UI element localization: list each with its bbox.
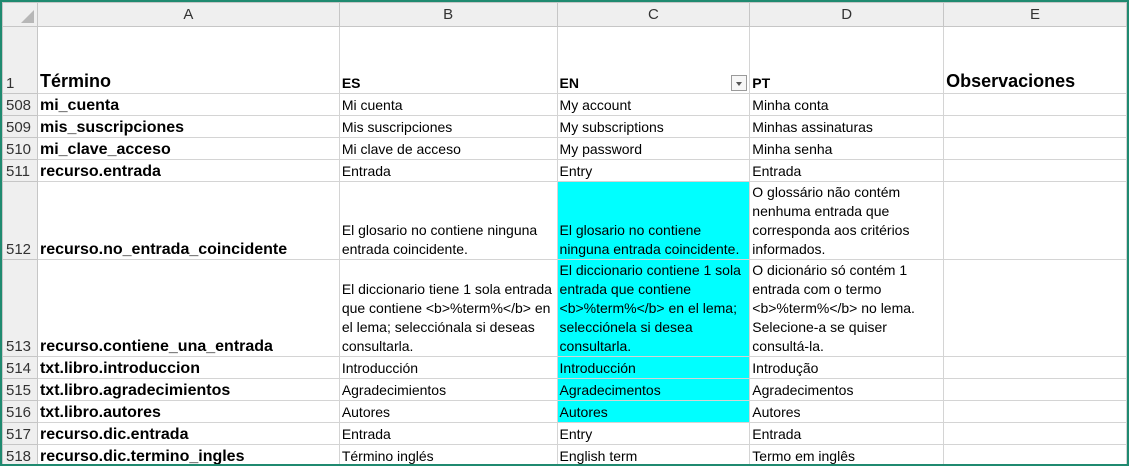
cell-observaciones[interactable] (944, 116, 1127, 138)
row-number[interactable]: 513 (3, 260, 38, 357)
header-observaciones[interactable]: Observaciones (944, 27, 1127, 94)
cell-pt-text: Agradecimentos (752, 382, 854, 398)
row-number[interactable]: 1 (3, 27, 38, 94)
column-header-c[interactable]: C (557, 3, 750, 27)
cell-en[interactable]: El glosario no contiene ninguna entrada coincidente. (557, 182, 750, 260)
cell-pt[interactable]: O dicionário só contém 1 entrada com o termo <b>%term%</b> no lema. Selecione-a se quiser consultá-la. (750, 260, 944, 357)
table-row (3, 423, 1127, 445)
cell-termino[interactable]: recurso.entrada (37, 160, 339, 182)
cell-en[interactable]: My account (557, 94, 750, 116)
table-row (3, 27, 1127, 94)
cell-pt[interactable]: Minha conta (750, 94, 944, 116)
cell-en-commented[interactable] (557, 379, 750, 401)
table-row (3, 357, 1127, 379)
header-pt[interactable]: PT (750, 27, 944, 94)
cell-en[interactable]: Entry (557, 423, 750, 445)
cell-termino[interactable]: txt.libro.autores (37, 401, 339, 423)
cell-en[interactable]: Entry (557, 160, 750, 182)
column-header-e[interactable]: E (944, 3, 1127, 27)
table-row (3, 445, 1127, 466)
cell-observaciones[interactable] (944, 182, 1127, 260)
column-header-a[interactable]: A (37, 3, 339, 27)
cell-es[interactable]: El diccionario tiene 1 sola entrada que contiene <b>%term%</b> en el lema; selecciónala si deseas consultarla. (339, 260, 557, 357)
row-number[interactable]: 509 (3, 116, 38, 138)
table-row (3, 160, 1127, 182)
table-row (3, 379, 1127, 401)
cell-es[interactable]: Introducción (339, 357, 557, 379)
cell-observaciones[interactable] (944, 138, 1127, 160)
cell-pt[interactable]: Autores (750, 401, 944, 423)
table-row (3, 182, 1127, 260)
row-number[interactable]: 518 (3, 445, 38, 466)
cell-termino[interactable]: mi_cuenta (37, 94, 339, 116)
cell-pt[interactable]: Minhas assinaturas (750, 116, 944, 138)
cell-pt[interactable]: Entrada (750, 423, 944, 445)
column-header-row (3, 3, 1127, 27)
header-en[interactable] (557, 27, 750, 94)
cell-observaciones[interactable] (944, 379, 1127, 401)
row-number[interactable]: 514 (3, 357, 38, 379)
cell-termino[interactable]: recurso.dic.termino_ingles (37, 445, 339, 466)
spreadsheet-grid (2, 2, 1127, 466)
cell-es[interactable]: Mi cuenta (339, 94, 557, 116)
cell-pt[interactable]: Termo em inglês (750, 445, 944, 466)
cell-es[interactable]: Mi clave de acceso (339, 138, 557, 160)
table-row (3, 138, 1127, 160)
row-number[interactable]: 517 (3, 423, 38, 445)
cell-observaciones[interactable] (944, 423, 1127, 445)
cell-es[interactable]: Agradecimientos (339, 379, 557, 401)
table-row (3, 401, 1127, 423)
cell-observaciones[interactable] (944, 357, 1127, 379)
cell-observaciones[interactable] (944, 160, 1127, 182)
cell-es[interactable]: El glosario no contiene ninguna entrada coincidente. (339, 182, 557, 260)
cell-en[interactable]: English term (557, 445, 750, 466)
row-number[interactable]: 510 (3, 138, 38, 160)
table-row (3, 260, 1127, 357)
cell-termino[interactable]: recurso.dic.entrada (37, 423, 339, 445)
row-number[interactable]: 515 (3, 379, 38, 401)
cell-termino[interactable]: mis_suscripciones (37, 116, 339, 138)
cell-en-text: Agradecimentos (559, 382, 661, 398)
column-header-d[interactable]: D (750, 3, 944, 27)
cell-en[interactable]: El diccionario contiene 1 sola entrada que contiene <b>%term%</b> en el lema; selecciónela si desea consultarla. (557, 260, 750, 357)
cell-observaciones[interactable] (944, 94, 1127, 116)
cell-observaciones[interactable] (944, 445, 1127, 466)
cell-termino[interactable]: recurso.no_entrada_coincidente (37, 182, 339, 260)
row-number[interactable]: 508 (3, 94, 38, 116)
select-all-corner[interactable] (3, 3, 38, 27)
filter-dropdown-icon[interactable] (731, 75, 747, 91)
cell-en[interactable]: Introducción (557, 357, 750, 379)
header-es[interactable]: ES (339, 27, 557, 94)
cell-es[interactable]: Término inglés (339, 445, 557, 466)
cell-observaciones[interactable] (944, 260, 1127, 357)
cell-pt-commented[interactable] (750, 379, 944, 401)
cell-pt[interactable]: Entrada (750, 160, 944, 182)
cell-en[interactable]: My subscriptions (557, 116, 750, 138)
header-en-label: EN (559, 75, 579, 91)
row-number[interactable]: 516 (3, 401, 38, 423)
cell-pt[interactable]: Introdução (750, 357, 944, 379)
table-row (3, 94, 1127, 116)
cell-termino[interactable]: txt.libro.agradecimientos (37, 379, 339, 401)
column-header-b[interactable]: B (339, 3, 557, 27)
row-number[interactable]: 511 (3, 160, 38, 182)
select-all-icon (21, 10, 34, 23)
cell-en[interactable]: My password (557, 138, 750, 160)
cell-observaciones[interactable] (944, 401, 1127, 423)
cell-termino[interactable]: txt.libro.introduccion (37, 357, 339, 379)
cell-es[interactable]: Entrada (339, 160, 557, 182)
cell-pt[interactable]: Minha senha (750, 138, 944, 160)
cell-en[interactable]: Autores (557, 401, 750, 423)
cell-es[interactable]: Entrada (339, 423, 557, 445)
cell-es[interactable]: Autores (339, 401, 557, 423)
cell-es[interactable]: Mis suscripciones (339, 116, 557, 138)
table-row (3, 116, 1127, 138)
header-termino[interactable]: Término (37, 27, 339, 94)
cell-pt[interactable]: O glossário não contém nenhuma entrada que corresponda aos critérios informados. (750, 182, 944, 260)
row-number[interactable]: 512 (3, 182, 38, 260)
cell-termino[interactable]: recurso.contiene_una_entrada (37, 260, 339, 357)
cell-termino[interactable]: mi_clave_acceso (37, 138, 339, 160)
